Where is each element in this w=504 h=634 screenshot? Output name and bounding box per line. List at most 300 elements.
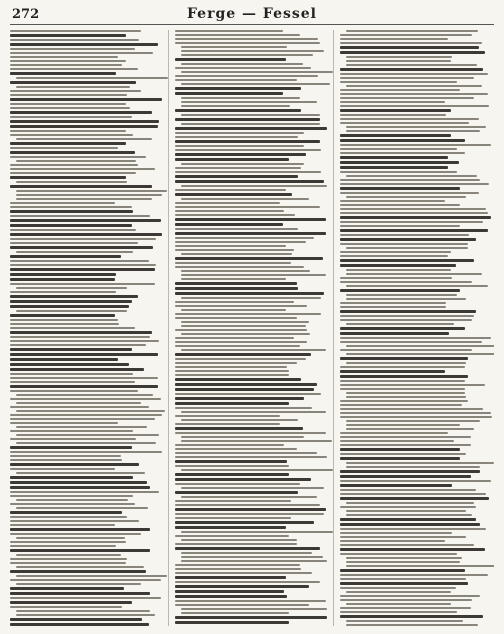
directory-entry-line [10,64,122,66]
directory-entry-line [175,282,297,285]
directory-entry-line [10,130,126,132]
directory-entry-line [340,97,474,99]
directory-entry-line [10,48,135,50]
directory-entry-line [181,163,304,165]
directory-entry-line [10,291,116,293]
directory-entry-line [10,229,136,231]
directory-entry-line [340,475,471,478]
directory-entry-line [181,198,309,200]
directory-entry-line [181,274,326,276]
directory-entry-line [175,180,324,183]
directory-entry-line [175,547,320,550]
directory-entry-line [340,208,486,210]
directory-entry-line [175,171,321,173]
directory-entry-line [346,64,477,66]
directory-entry-line [346,502,474,504]
directory-entry-line [175,452,317,454]
directory-entry-line [175,604,309,606]
directory-entry-line [10,331,152,334]
directory-entry-line [340,523,480,526]
directory-entry-line [175,317,297,319]
directory-entry-line [10,224,132,227]
directory-entry-line [16,194,162,196]
directory-entry-line [346,565,494,567]
directory-entry-line [10,623,149,626]
directory-entry-line [340,484,452,487]
directory-entry-line [340,68,483,71]
directory-entry-line [175,448,297,450]
directory-entry-line [10,592,150,595]
directory-entry-line [340,229,488,232]
directory-entry-line [10,156,146,158]
directory-entry-line [346,362,466,364]
directory-entry-line [10,72,116,75]
directory-entry-line [175,132,304,134]
directory-entry-line [181,612,289,614]
directory-entry-line [340,42,482,44]
directory-entry-line [340,81,457,83]
directory-entry-line [175,415,280,417]
directory-entry-line [175,341,307,343]
directory-entry-line [16,77,168,79]
directory-entry-line [10,562,126,564]
directory-entry-line [10,385,158,388]
directory-entry-line [340,109,451,112]
directory-entry-line [340,148,457,150]
directory-entry-line [16,575,167,577]
directory-entry-line [340,216,491,219]
directory-entry-line [346,175,477,177]
directory-entry-line [175,432,326,434]
directory-entry-line [340,480,491,482]
directory-entry-line [175,223,283,226]
directory-entry-line [175,504,320,506]
directory-entry-line [340,548,485,551]
directory-column-2 [175,30,334,626]
directory-entry-line [346,247,468,249]
directory-entry-line [10,336,150,338]
directory-entry-line [175,245,286,247]
directory-entry-line [175,621,289,624]
directory-entry-line [340,448,460,451]
directory-entry-line [181,436,304,438]
directory-entry-line [175,483,300,485]
directory-entry-line [10,422,118,424]
directory-entry-line [175,313,321,315]
directory-entry-line [10,381,135,383]
directory-entry-line [175,366,287,368]
directory-entry-line [340,319,472,321]
directory-entry-line [340,192,479,194]
directory-entry-line [340,114,446,116]
directory-entry-line [10,495,133,497]
directory-entry-line [16,86,130,88]
directory-entry-line [16,566,144,568]
directory-entry-line [10,295,138,298]
directory-entry-line [340,281,472,283]
directory-entry-line [340,440,454,442]
directory-entry-line [340,93,488,95]
directory-entry-line [340,327,465,330]
directory-entry-line [175,478,311,481]
directory-entry-line [175,370,289,372]
directory-entry-line [181,101,317,103]
directory-entry-line [346,428,474,430]
directory-entry-line [181,253,292,255]
directory-entry-line [10,398,161,400]
directory-entry-line [175,329,307,331]
directory-entry-line [10,172,136,174]
directory-entry-line [340,259,474,262]
directory-entry-line [10,348,132,351]
directory-entry-line [346,624,478,626]
directory-entry-line [181,419,298,421]
directory-entry-line [340,357,468,360]
directory-entry-line [175,249,294,251]
directory-entry-line [10,98,162,101]
directory-entry-line [10,511,122,514]
directory-entry-line [10,528,150,531]
directory-entry-line [10,446,132,449]
directory-entry-line [181,321,309,323]
directory-entry-line [181,83,330,85]
directory-entry-line [10,125,158,128]
directory-entry-line [346,557,462,559]
directory-entry-line [181,309,286,311]
directory-entry-line [10,164,138,166]
directory-entry-line [181,297,321,299]
directory-entry-line [10,278,115,281]
directory-entry-line [340,615,483,618]
directory-entry-line [175,305,307,307]
running-title: Ferge — Fessel [187,6,317,22]
directory-entry-line [10,219,161,222]
directory-entry-line [175,543,297,545]
directory-entry-line [175,193,292,196]
directory-entry-line [16,287,127,289]
directory-entry-line [340,532,452,534]
directory-entry-line [10,268,155,271]
directory-entry-line [340,400,468,402]
directory-entry-line [340,587,456,589]
directory-entry-line [340,493,486,495]
directory-entry-line [340,553,457,555]
directory-entry-line [10,524,115,526]
directory-entry-line [10,305,129,308]
directory-entry-line [175,427,303,430]
directory-entry-line [175,167,301,169]
directory-entry-line [346,56,452,58]
directory-entry-line [346,424,460,426]
directory-entry-line [175,572,312,574]
directory-entry-line [175,388,314,391]
directory-entry-line [175,581,320,583]
directory-entry-line [340,51,485,54]
directory-entry-line [346,345,494,347]
directory-entry-line [10,373,133,375]
directory-entry-line [10,549,150,552]
directory-entry-line [346,396,466,398]
directory-entry-line [175,38,318,40]
directory-entry-line [340,370,445,373]
directory-entry-line [340,518,476,521]
directory-entry-line [340,310,476,313]
directory-entry-line [10,587,124,590]
directory-entry-line [340,118,479,120]
directory-entry-line [10,358,118,361]
directory-entry-line [181,46,287,48]
directory-entry-line [175,75,318,77]
directory-entry-line [340,611,457,613]
directory-entry-line [10,601,132,604]
directory-entry-line [175,374,289,376]
directory-entry-line [340,540,445,542]
directory-entry-line [340,46,479,49]
directory-entry-line [181,496,317,498]
directory-entry-line [10,455,121,457]
directory-entry-line [10,264,156,266]
directory-entry-line [10,533,141,535]
directory-entry-line [10,319,118,321]
directory-entry-line [175,237,314,239]
directory-entry-line [340,412,491,414]
directory-entry-line [10,516,127,518]
directory-entry-line [10,418,155,420]
directory-entry-line [175,262,291,264]
directory-entry-line [10,414,162,416]
directory-entry-line [10,210,133,213]
directory-entry-line [346,30,478,32]
directory-entry-line [181,469,333,471]
directory-entry-line [175,109,301,112]
directory-entry-line [10,168,155,170]
directory-entry-line [175,266,304,268]
directory-entry-line [10,570,146,573]
directory-entry-line [175,383,317,386]
directory-entry-line [16,310,127,312]
directory-entry-line [340,453,466,455]
directory-entry-line [175,513,324,515]
directory-entry-line [181,50,324,52]
directory-entry-line [175,517,291,519]
directory-entry-line [346,561,460,563]
directory-entry-line [10,520,139,522]
directory-column-1 [10,30,169,626]
directory-entry-line [340,221,483,223]
directory-entry-line [175,67,311,69]
directory-entry-line [10,242,138,244]
directory-entry-line [181,114,320,116]
directory-entry-line [175,576,286,579]
directory-entry-line [340,375,468,378]
directory-entry-line [10,260,149,262]
directory-entry-line [340,101,445,103]
directory-entry-line [175,175,298,178]
directory-entry-line [10,340,159,342]
directory-entry-line [175,140,320,143]
directory-entry-line [10,202,115,204]
directory-entry-line [340,289,460,292]
directory-entry-line [181,105,290,107]
directory-entry-line [10,463,139,466]
directory-entry-line [10,579,161,581]
directory-entry-line [10,206,132,208]
directory-entry-line [175,153,306,156]
directory-entry-line [346,60,451,62]
directory-entry-line [175,206,320,208]
directory-entry-line [175,30,283,32]
directory-entry-line [340,444,471,446]
directory-entry-line [175,287,298,290]
directory-entry-line [346,620,463,622]
directory-entry-line [175,353,311,356]
directory-entry-line [175,473,289,476]
directory-entry-line [346,273,482,275]
directory-entry-line [181,487,324,489]
directory-entry-line [175,127,327,130]
directory-entry-line [340,607,471,609]
directory-entry-line [340,34,472,36]
directory-entry-line [16,426,147,428]
directory-entry-line [10,176,126,179]
directory-entry-line [10,353,158,356]
directory-entry-line [181,560,327,562]
directory-entry-line [340,212,488,214]
directory-entry-line [175,218,326,221]
directory-entry-line [340,161,459,164]
directory-entry-line [175,535,289,537]
directory-entry-line [181,411,326,413]
directory-entry-line [10,323,119,325]
directory-entry-line [10,541,126,543]
directory-entry-line [10,273,116,276]
directory-entry-line [175,456,327,458]
directory-entry-line [340,388,465,390]
directory-entry-line [10,81,136,84]
directory-entry-line [10,111,152,114]
directory-entry-line [175,42,320,44]
directory-entry-line [10,246,153,249]
directory-entry-line [10,476,133,479]
directory-entry-line [181,333,310,335]
directory-entry-line [181,539,297,541]
directory-entry-line [340,470,480,473]
directory-entry-line [340,152,465,154]
directory-entry-line [10,107,130,109]
directory-entry-line [340,349,472,351]
directory-entry-line [346,510,466,512]
directory-entry-line [175,590,284,593]
directory-entry-line [340,315,474,317]
directory-entry-line [10,142,126,145]
directory-entry-line [340,105,489,107]
directory-entry-line [175,444,284,446]
directory-entry-line [175,397,304,400]
directory-entry-line [10,327,135,329]
directory-entry-line [16,507,148,509]
directory-entry-line [346,196,466,198]
directory-entry-line [340,264,456,267]
directory-entry-line [10,30,141,32]
directory-entry-line [340,578,466,580]
directory-entry-line [346,323,454,325]
directory-entry-line [340,73,488,75]
directory-entry-line [340,380,465,382]
directory-entry-line [10,94,127,96]
directory-entry-line [16,610,150,612]
directory-entry-line [340,436,471,438]
directory-entry-line [10,368,144,371]
directory-entry-line [175,465,289,467]
directory-entry-line [175,337,294,339]
directory-entry-line [175,378,301,381]
directory-entry-line [346,298,466,300]
directory-entry-line [10,314,115,317]
directory-entry-line [346,353,494,355]
directory-entry-line [340,536,466,538]
directory-entry-line [181,349,326,351]
directory-entry-line [16,181,127,183]
directory-entry-line [10,60,126,62]
directory-entry-line [10,597,161,599]
directory-entry-line [10,147,118,149]
directory-entry-line [340,416,492,418]
directory-entry-line [175,34,300,36]
directory-entry-line [16,583,141,585]
directory-entry-line [10,134,133,136]
directory-entry-line [340,89,460,91]
directory-entry-line [10,52,153,54]
directory-entry-line [340,457,460,460]
directory-entry-line [340,574,488,576]
directory-entry-line [175,232,326,235]
directory-entry-line [175,210,284,212]
directory-entry-line [10,151,135,154]
directory-entry-line [10,43,158,46]
directory-entry-line [10,481,147,484]
directory-entry-line [10,468,115,470]
directory-entry-line [10,438,136,440]
directory-entry-line [175,301,294,303]
directory-entry-line [16,434,159,436]
directory-entry-line [181,63,303,65]
directory-entry-line [175,407,312,409]
directory-entry-line [340,183,489,185]
directory-entry-line [340,384,485,386]
directory-entry-line [16,198,152,200]
directory-entry-line [346,466,480,468]
directory-entry-line [346,462,494,464]
directory-entry-line [181,97,300,99]
directory-entry-line [340,225,460,227]
directory-entry-line [181,278,286,280]
directory-entry-line [16,410,165,412]
directory-entry-line [340,156,448,159]
directory-entry-line [175,526,286,529]
directory-entry-line [10,390,138,392]
directory-entry-line [340,506,476,508]
directory-entry-line [10,39,139,41]
directory-columns [10,30,494,626]
directory-column-3 [340,30,494,626]
directory-entry-line [10,120,159,123]
directory-entry-line [16,614,155,616]
directory-entry-line [10,255,121,258]
directory-entry-line [175,228,298,230]
directory-entry-line [10,238,156,240]
directory-entry-line [175,58,286,61]
directory-entry-line [340,497,489,500]
